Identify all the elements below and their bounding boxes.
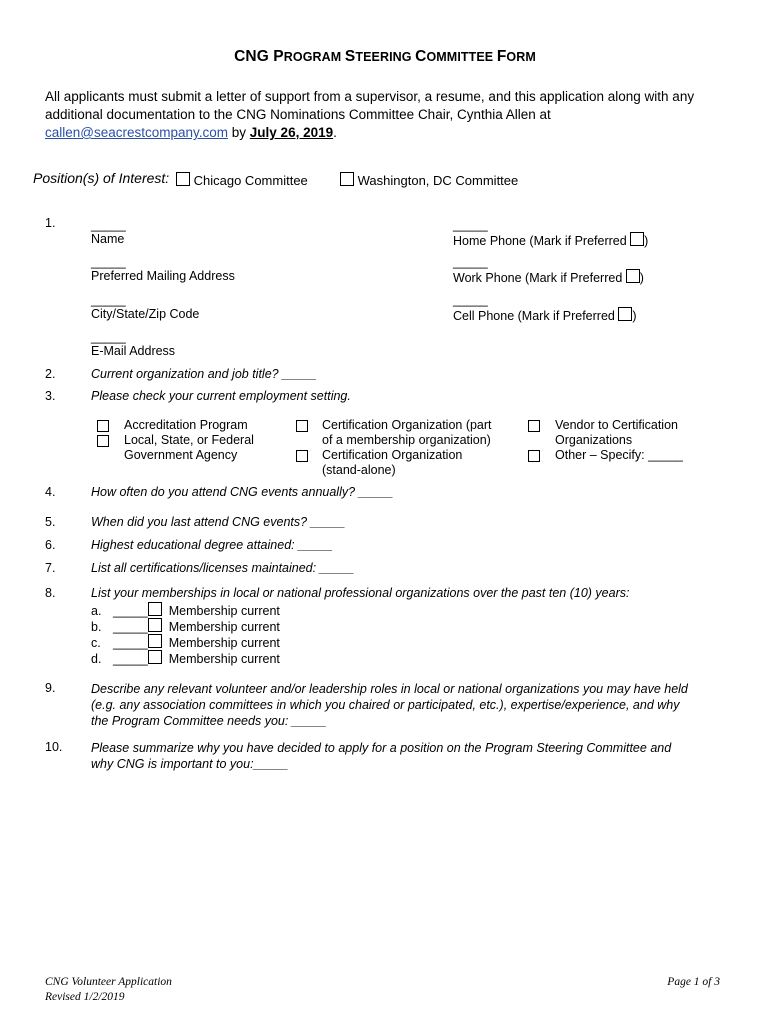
checkbox-vendor[interactable]: [528, 420, 540, 432]
membership-blank[interactable]: _____: [113, 652, 148, 666]
cell-phone-blank[interactable]: _____: [453, 293, 488, 307]
question-number: 7.: [45, 561, 56, 575]
question-4: [91, 485, 393, 499]
question-5: [91, 515, 345, 529]
question-text: How often do you attend CNG events annually?: [91, 485, 359, 499]
home-phone-label: [453, 232, 648, 248]
title-part: F: [496, 48, 507, 65]
membership-current-checkbox[interactable]: [148, 602, 162, 616]
answer-blank[interactable]: _____: [358, 485, 394, 499]
membership-current-label: Membership current: [168, 620, 280, 634]
name-blank[interactable]: _____: [91, 218, 126, 232]
membership-item: [91, 618, 280, 634]
cell-phone-text: Cell Phone (Mark if Preferred: [453, 309, 619, 323]
checkbox[interactable]: [340, 172, 354, 186]
mailing-label: Preferred Mailing Address: [91, 269, 235, 283]
option-other: [555, 448, 683, 462]
option-government-line2: Government Agency: [124, 448, 238, 462]
question-2: [91, 367, 317, 381]
question-3-text: Please check your current employment setting.: [91, 389, 351, 403]
email-blank[interactable]: _____: [91, 330, 126, 344]
cell-phone-preferred-checkbox[interactable]: [618, 307, 632, 321]
question-text: Current organization and job title?: [91, 367, 283, 381]
title-part: TEERING: [355, 50, 416, 64]
answer-blank[interactable]: _____: [282, 367, 317, 381]
membership-current-checkbox[interactable]: [148, 634, 162, 648]
option-government-line1: Local, State, or Federal: [124, 433, 254, 447]
footer-revision: Revised 1/2/2019: [45, 991, 125, 1003]
option-accreditation: Accreditation Program: [124, 418, 248, 432]
title-part: ORM: [506, 50, 536, 64]
paren: ): [632, 309, 637, 323]
question-number: 8.: [45, 586, 56, 600]
title-part: CNG: [234, 48, 274, 65]
question-8-text: List your memberships in local or national professional organizations over the past ten (10) years:: [91, 586, 630, 600]
position-option-label: Chicago Committee: [193, 173, 308, 188]
home-phone-preferred-checkbox[interactable]: [630, 232, 644, 246]
answer-blank[interactable]: _____: [253, 757, 289, 771]
answer-blank[interactable]: _____: [319, 561, 355, 575]
membership-current-label: Membership current: [168, 652, 280, 666]
checkbox-accreditation[interactable]: [97, 420, 109, 432]
intro-text: All applicants must submit a letter of support from a supervisor, a resume, and this application along with any additional documentation to the CNG Nominations Committee Chair, Cynthia Allen at: [45, 89, 695, 122]
option-vendor-line1: Vendor to Certification: [555, 418, 678, 432]
question-number: 2.: [45, 367, 56, 381]
title-part: OMMITTEE: [426, 50, 497, 64]
paren: ): [639, 271, 644, 285]
membership-blank[interactable]: _____: [113, 604, 148, 618]
question-number: 10.: [45, 740, 63, 754]
position-option-chicago[interactable]: [176, 172, 308, 188]
item-letter: c.: [91, 636, 101, 650]
home-phone-blank[interactable]: _____: [453, 218, 488, 232]
city-label: City/State/Zip Code: [91, 307, 200, 321]
checkbox-cert-org-standalone[interactable]: [296, 450, 308, 462]
home-phone-text: Home Phone (Mark if Preferred: [453, 234, 631, 248]
question-7: [91, 561, 354, 575]
title-part: C: [415, 48, 427, 65]
item-letter: d.: [91, 652, 102, 666]
question-text: Please summarize why you have decided to apply for a position on the Program Steering Committee and why CNG is important to you:: [91, 741, 672, 771]
other-specify-blank[interactable]: _____: [648, 448, 683, 462]
question-number: 3.: [45, 389, 56, 403]
email-label: E-Mail Address: [91, 344, 176, 358]
question-text: Highest educational degree attained:: [91, 538, 299, 552]
item-letter: a.: [91, 604, 102, 618]
checkbox-government[interactable]: [97, 435, 109, 447]
positions-label: Position(s) of Interest:: [33, 170, 170, 186]
cell-phone-label: [453, 307, 637, 323]
footer-form-name: CNG Volunteer Application: [45, 976, 172, 988]
membership-item: [91, 650, 280, 666]
footer-page-number: Page 1 of 3: [667, 976, 720, 988]
checkbox-cert-org-membership[interactable]: [296, 420, 308, 432]
work-phone-preferred-checkbox[interactable]: [626, 269, 640, 283]
work-phone-label: [453, 269, 644, 285]
title-part: P: [273, 48, 284, 65]
chair-email-link[interactable]: callen@seacrestcompany.com: [45, 125, 229, 140]
question-6: [91, 538, 333, 552]
option-cert-standalone-line1: Certification Organization: [322, 448, 463, 462]
question-9: [91, 681, 691, 729]
checkbox[interactable]: [176, 172, 190, 186]
question-text: Describe any relevant volunteer and/or leadership roles in local or national organizations you may have held (e.g. any association committees in which you chaired or participated, etc.), expertise/experience, and why the Program Committee needs you:: [91, 682, 688, 728]
footer-left: [45, 975, 172, 1005]
answer-blank[interactable]: _____: [298, 538, 333, 552]
membership-current-checkbox[interactable]: [148, 650, 162, 664]
work-phone-blank[interactable]: _____: [453, 255, 488, 269]
option-cert-standalone-line2: (stand-alone): [322, 463, 396, 477]
answer-blank[interactable]: _____: [310, 515, 346, 529]
answer-blank[interactable]: _____: [291, 714, 327, 728]
item-letter: b.: [91, 620, 102, 634]
question-number: 9.: [45, 681, 56, 695]
title-part: ROGRAM: [283, 50, 345, 64]
option-other-label: Other – Specify:: [555, 448, 649, 462]
position-option-washington[interactable]: [340, 172, 518, 188]
question-number: 1.: [45, 216, 56, 230]
membership-current-label: Membership current: [168, 604, 280, 618]
intro-text-end: .: [333, 125, 337, 140]
question-text: When did you last attend CNG events?: [91, 515, 311, 529]
membership-current-label: Membership current: [168, 636, 280, 650]
option-cert-membership-line1: Certification Organization (part: [322, 418, 492, 432]
checkbox-other[interactable]: [528, 450, 540, 462]
option-cert-membership-line2: of a membership organization): [322, 433, 491, 447]
option-vendor-line2: Organizations: [555, 433, 633, 447]
position-option-label: Washington, DC Committee: [357, 173, 519, 188]
membership-blank[interactable]: _____: [113, 636, 148, 650]
title-part: S: [344, 48, 356, 65]
intro-text-by: by: [228, 125, 250, 140]
name-label: Name: [91, 232, 125, 246]
mailing-blank[interactable]: _____: [91, 255, 126, 269]
membership-current-checkbox[interactable]: [148, 618, 162, 632]
page-title: [0, 48, 770, 66]
question-10: [91, 740, 691, 772]
work-phone-text: Work Phone (Mark if Preferred: [453, 271, 626, 285]
deadline-date: July 26, 2019: [249, 125, 334, 140]
question-number: 6.: [45, 538, 56, 552]
question-number: 5.: [45, 515, 56, 529]
intro-paragraph: [45, 88, 735, 142]
city-blank[interactable]: _____: [91, 293, 126, 307]
membership-item: [91, 634, 280, 650]
question-number: 4.: [45, 485, 56, 499]
question-text: List all certifications/licenses maintained:: [91, 561, 320, 575]
membership-item: [91, 602, 280, 618]
paren: ): [644, 234, 649, 248]
membership-blank[interactable]: _____: [113, 620, 148, 634]
